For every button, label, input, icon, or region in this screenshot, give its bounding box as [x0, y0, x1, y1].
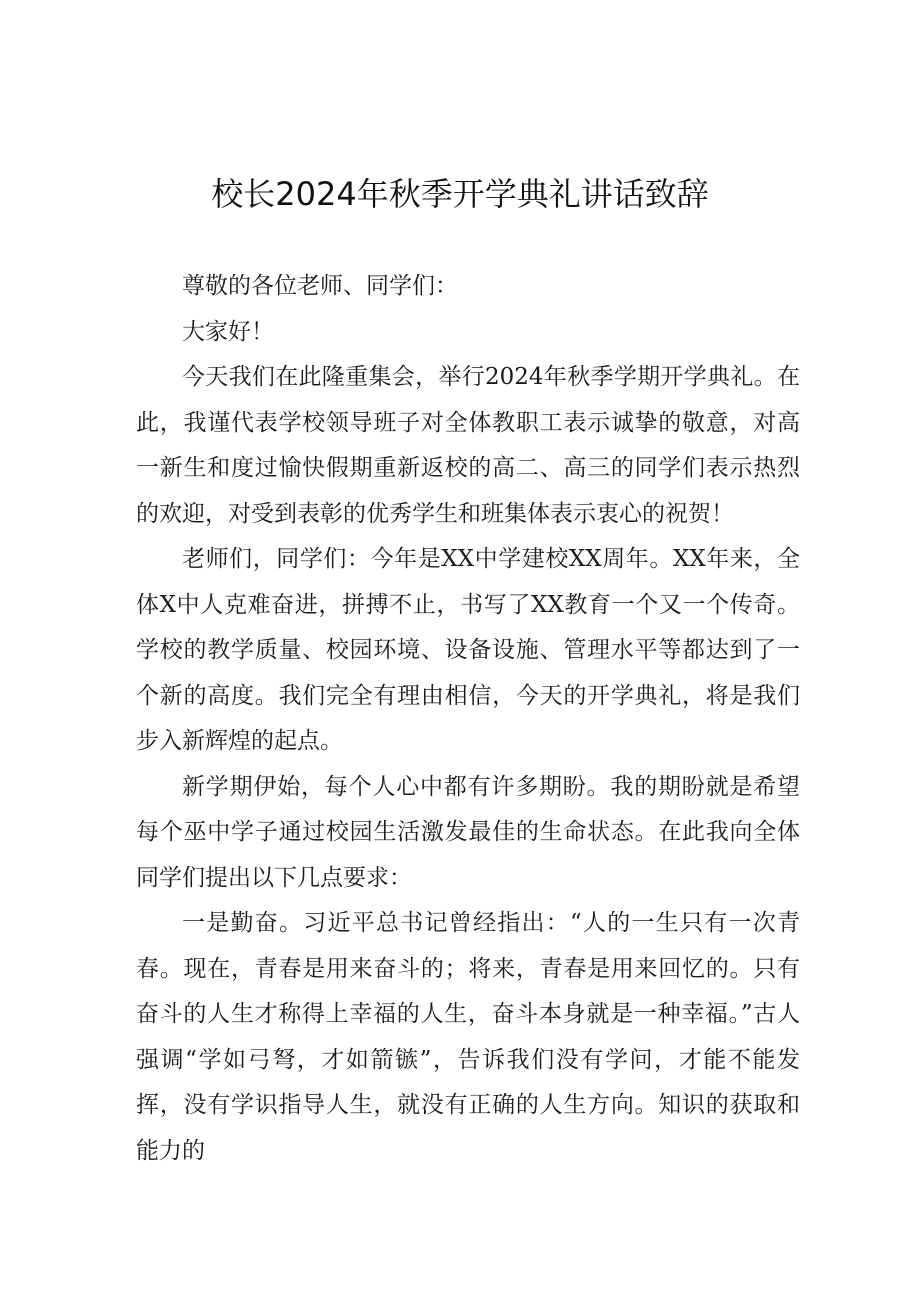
paragraph-diligence: 一是勤奋。习近平总书记曾经指出：“人的一生只有一次青春。现在，青春是用来奋斗的；将来，青春是用来回忆的。只有奋斗的人生才称得上幸福的人生，奋斗本身就是一种幸福。”古人强调“学如弓弩，才如箭镞”，告诉我们没有学问，才能不能发挥，没有学识指导人生，就没有正确的人生方向。知识的获取和能力的	[136, 910, 800, 1164]
salutation: 尊敬的各位老师、同学们：	[182, 273, 458, 299]
greeting: 大家好！	[182, 318, 274, 345]
document-title: 校长2024年秋季开学典礼讲话致辞	[211, 175, 709, 213]
document-body	[136, 264, 800, 1174]
paragraph-anniversary: 老师们，同学们：今年是XX中学建校XX周年。XX年来，全体X中人克难奋进，拼搏不止，书写了XX教育一个又一个传奇。学校的教学质量、校园环境、设备设施、管理水平等都达到了一个新的高度。我们完全有理由相信，今天的开学典礼，将是我们步入新辉煌的起点。	[136, 546, 800, 754]
paragraph-expectations: 新学期伊始，每个人心中都有许多期盼。我的期盼就是希望每个巫中学子通过校园生活激发最佳的生命状态。在此我向全体同学们提出以下几点要求：	[136, 773, 800, 891]
paragraph-opening: 今天我们在此隆重集会，举行2024年秋季学期开学典礼。在此，我谨代表学校领导班子对全体教职工表示诚挚的敬意，对高一新生和度过愉快假期重新返校的高二、高三的同学们表示热烈的欢迎，对受到表彰的优秀学生和班集体表示衷心的祝贺！	[136, 364, 800, 527]
